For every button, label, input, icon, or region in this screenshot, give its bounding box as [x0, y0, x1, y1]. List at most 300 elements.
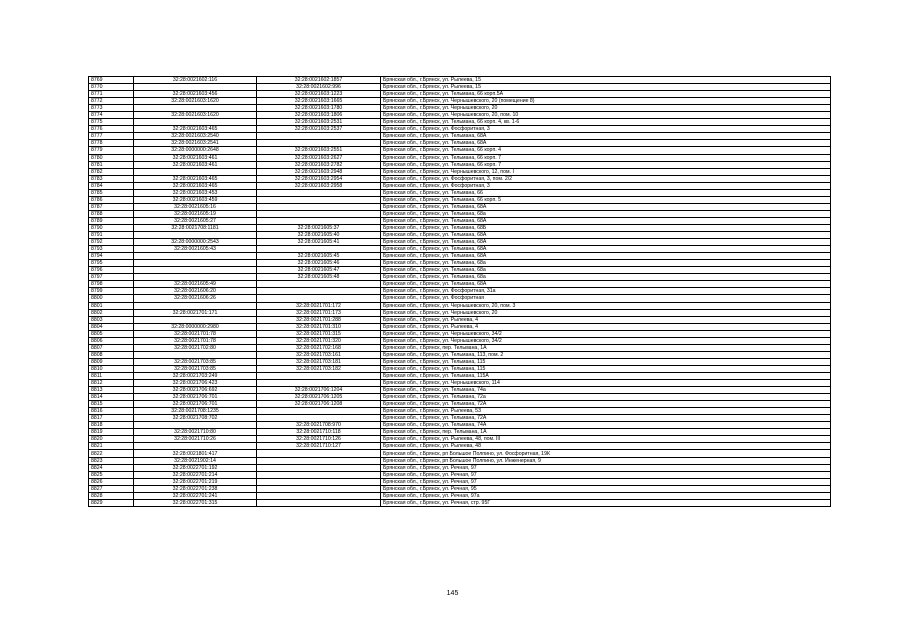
address-cell: Брянская обл., г.Брянск, ул. Тельмана, 66 корп. 4, кв. 1-6 — [381, 119, 831, 126]
row-number-cell: 8770 — [89, 84, 134, 91]
address-cell: Брянская обл., г.Брянск, ул. Тельмана, 66 корп. 7 — [381, 154, 831, 161]
parcel-cadastral-cell — [134, 351, 257, 358]
address-cell: Брянская обл., г.Брянск, ул. Чернышевского, 12, пом. I — [381, 168, 831, 175]
object-cadastral-cell: 32:28:0021603:1665 — [257, 98, 381, 105]
parcel-cadastral-cell: 32:28:0022701:315 — [134, 499, 257, 506]
object-cadastral-cell: 32:28:0021605:41 — [257, 239, 381, 246]
parcel-cadastral-cell — [134, 267, 257, 274]
row-number-cell: 8814 — [89, 394, 134, 401]
parcel-cadastral-cell: 32:28:0021603:461 — [134, 154, 257, 161]
object-cadastral-cell — [257, 457, 381, 464]
object-cadastral-cell — [257, 246, 381, 253]
row-number-cell: 8773 — [89, 105, 134, 112]
address-cell: Брянская обл., г.Брянск, ул. Чернышевского, 20 (помещение 8) — [381, 98, 831, 105]
parcel-cadastral-cell: 32:28:0021703:249 — [134, 372, 257, 379]
address-cell: Брянская обл., г.Брянск, ул. Речная, 97 — [381, 464, 831, 471]
address-cell: Брянская обл., г.Брянск, ул. Тельмана, 113, пом. 2 — [381, 351, 831, 358]
row-number-cell: 8813 — [89, 387, 134, 394]
address-cell: Брянская обл., г.Брянск, ул. Рылеева, 4 — [381, 323, 831, 330]
row-number-cell: 8803 — [89, 316, 134, 323]
address-cell: Брянская обл., г.Брянск, ул. Тельмана, 66 корп.5А — [381, 91, 831, 98]
table-row — [89, 492, 831, 499]
parcel-cadastral-cell: 32:28:0021702:80 — [134, 344, 257, 351]
table-row — [89, 288, 831, 295]
object-cadastral-cell: 32:28:0021603:2551 — [257, 147, 381, 154]
object-cadastral-cell — [257, 464, 381, 471]
row-number-cell: 8822 — [89, 450, 134, 457]
object-cadastral-cell: 32:28:0021701:320 — [257, 337, 381, 344]
object-cadastral-cell: 32:28:0021603:2537 — [257, 126, 381, 133]
table-row — [89, 281, 831, 288]
parcel-cadastral-cell: 32:28:0021701:78 — [134, 330, 257, 337]
object-cadastral-cell — [257, 372, 381, 379]
table-row — [89, 302, 831, 309]
table-row — [89, 499, 831, 506]
object-cadastral-cell: 32:28:0021605:48 — [257, 274, 381, 281]
parcel-cadastral-cell — [134, 260, 257, 267]
address-cell: Брянская обл., г.Брянск, ул. Рылеева, 53 — [381, 408, 831, 415]
row-number-cell: 8780 — [89, 154, 134, 161]
table-row — [89, 260, 831, 267]
table-row — [89, 246, 831, 253]
row-number-cell: 8823 — [89, 457, 134, 464]
table-row — [89, 380, 831, 387]
object-cadastral-cell: 32:28:0021605:45 — [257, 253, 381, 260]
parcel-cadastral-cell — [134, 274, 257, 281]
row-number-cell: 8792 — [89, 239, 134, 246]
parcel-cadastral-cell: 32:28:0022701:238 — [134, 485, 257, 492]
parcel-cadastral-cell — [134, 422, 257, 429]
object-cadastral-cell: 32:28:0021702:168 — [257, 344, 381, 351]
row-number-cell: 8775 — [89, 119, 134, 126]
parcel-cadastral-cell: 32:28:0021603:1620 — [134, 98, 257, 105]
table-row — [89, 77, 831, 84]
address-cell: Брянская обл., г.Брянск, ул. Чернышевского, 34/2 — [381, 330, 831, 337]
address-cell: Брянская обл., г.Брянск, ул. Тельмана, 68А — [381, 140, 831, 147]
parcel-cadastral-cell: 32:28:0021708:1181 — [134, 224, 257, 231]
row-number-cell: 8810 — [89, 365, 134, 372]
parcel-cadastral-cell: 32:28:0021706:701 — [134, 394, 257, 401]
row-number-cell: 8786 — [89, 196, 134, 203]
parcel-cadastral-cell: 32:28:0021710:80 — [134, 429, 257, 436]
object-cadastral-cell: 32:28:0021708:970 — [257, 422, 381, 429]
parcel-cadastral-cell: 32:28:0021801:417 — [134, 450, 257, 457]
object-cadastral-cell — [257, 485, 381, 492]
parcel-cadastral-cell: 32:28:0021603:2541 — [134, 140, 257, 147]
object-cadastral-cell: 32:28:0021701:173 — [257, 309, 381, 316]
object-cadastral-cell: 32:28:0021701:310 — [257, 323, 381, 330]
address-cell: Брянская обл., г.Брянск, ул. Тельмана, 115 — [381, 358, 831, 365]
table-row — [89, 189, 831, 196]
row-number-cell: 8801 — [89, 302, 134, 309]
parcel-cadastral-cell: 32:28:0021606:20 — [134, 288, 257, 295]
address-cell: Брянская обл., г.Брянск, ул. Рылеева, 15 — [381, 84, 831, 91]
object-cadastral-cell: 32:28:0021603:2954 — [257, 175, 381, 182]
parcel-cadastral-cell — [134, 119, 257, 126]
address-cell: Брянская обл., г.Брянск, ул. Чернышевского, 34/2 — [381, 337, 831, 344]
address-cell: Брянская обл., г.Брянск, ул. Рылеева, 48 — [381, 443, 831, 450]
table-row — [89, 415, 831, 422]
row-number-cell: 8797 — [89, 274, 134, 281]
address-cell: Брянская обл., г.Брянск, ул. Тельмана, 72а — [381, 394, 831, 401]
address-cell: Брянская обл., г.Брянск, ул. Речная, 97 — [381, 471, 831, 478]
address-cell: Брянская обл., г.Брянск, ул. Фосфоритная, 3 — [381, 126, 831, 133]
row-number-cell: 8808 — [89, 351, 134, 358]
address-cell: Брянская обл., г.Брянск, ул. Тельмана, 68а — [381, 274, 831, 281]
table-row — [89, 443, 831, 450]
address-cell: Брянская обл., г.Брянск, ул. Тельмана, 74а — [381, 387, 831, 394]
row-number-cell: 8783 — [89, 175, 134, 182]
table-row — [89, 154, 831, 161]
table-row — [89, 98, 831, 105]
parcel-cadastral-cell — [134, 105, 257, 112]
address-cell: Брянская обл., г.Брянск, ул. Рылеева, 48, пом. III — [381, 436, 831, 443]
parcel-cadastral-cell — [134, 84, 257, 91]
parcel-cadastral-cell: 32:28:0021902:14 — [134, 457, 257, 464]
address-cell: Брянская обл., г.Брянск, ул. Чернышевского, 20, пом. 3 — [381, 302, 831, 309]
row-number-cell: 8805 — [89, 330, 134, 337]
address-cell: Брянская обл., г.Брянск, ул. Тельмана, 115 — [381, 365, 831, 372]
table-row — [89, 337, 831, 344]
address-cell: Брянская обл., г.Брянск, ул. Тельмана, 68А — [381, 133, 831, 140]
table-row — [89, 105, 831, 112]
parcel-cadastral-cell: 32:28:0021603:465 — [134, 126, 257, 133]
object-cadastral-cell: 32:28:0021703:182 — [257, 365, 381, 372]
row-number-cell: 8782 — [89, 168, 134, 175]
parcel-cadastral-cell: 32:28:0021605:43 — [134, 246, 257, 253]
table-row — [89, 401, 831, 408]
row-number-cell: 8820 — [89, 436, 134, 443]
row-number-cell: 8790 — [89, 224, 134, 231]
object-cadastral-cell — [257, 203, 381, 210]
address-cell: Брянская обл., г.Брянск, ул. Тельмана, 66 — [381, 189, 831, 196]
parcel-cadastral-cell: 32:28:0021703:85 — [134, 365, 257, 372]
object-cadastral-cell: 32:28:0021703:181 — [257, 358, 381, 365]
address-cell: Брянская обл., г.Брянск, ул. Фосфоритная, 3 — [381, 182, 831, 189]
parcel-cadastral-cell: 32:28:0000000:2980 — [134, 323, 257, 330]
parcel-cadastral-cell — [134, 232, 257, 239]
address-cell: Брянская обл., г.Брянск, ул. Тельмана, 72А — [381, 415, 831, 422]
address-cell: Брянская обл., г.Брянск, пер. Тельмана, 1А — [381, 429, 831, 436]
row-number-cell: 8825 — [89, 471, 134, 478]
parcel-cadastral-cell: 32:28:0022701:214 — [134, 471, 257, 478]
registry-table-body — [89, 77, 831, 507]
page-number: 145 — [446, 590, 459, 597]
table-row — [89, 168, 831, 175]
address-cell: Брянская обл., г.Брянск, ул. Тельмана, 68А — [381, 203, 831, 210]
parcel-cadastral-cell — [134, 253, 257, 260]
object-cadastral-cell — [257, 478, 381, 485]
object-cadastral-cell: 32:28:0021603:2627 — [257, 154, 381, 161]
row-number-cell: 8812 — [89, 380, 134, 387]
row-number-cell: 8809 — [89, 358, 134, 365]
row-number-cell: 8807 — [89, 344, 134, 351]
parcel-cadastral-cell: 32:28:0021605:16 — [134, 203, 257, 210]
object-cadastral-cell — [257, 133, 381, 140]
parcel-cadastral-cell — [134, 302, 257, 309]
row-number-cell: 8781 — [89, 161, 134, 168]
table-row — [89, 91, 831, 98]
object-cadastral-cell: 32:28:0021603:1780 — [257, 105, 381, 112]
object-cadastral-cell — [257, 450, 381, 457]
object-cadastral-cell — [257, 499, 381, 506]
table-row — [89, 422, 831, 429]
table-row — [89, 267, 831, 274]
address-cell: Брянская обл., г.Брянск, ул. Чернышевского, 20, пом. 10 — [381, 112, 831, 119]
row-number-cell: 8826 — [89, 478, 134, 485]
table-row — [89, 175, 831, 182]
object-cadastral-cell — [257, 189, 381, 196]
address-cell: Брянская обл., г.Брянск, рп Большое Полпино, ул. Инженерная, 9 — [381, 457, 831, 464]
parcel-cadastral-cell: 32:28:0022701:219 — [134, 478, 257, 485]
parcel-cadastral-cell: 32:28:0021605:27 — [134, 217, 257, 224]
row-number-cell: 8778 — [89, 140, 134, 147]
object-cadastral-cell — [257, 217, 381, 224]
parcel-cadastral-cell: 32:28:0021701:171 — [134, 309, 257, 316]
parcel-cadastral-cell: 32:28:0021603:465 — [134, 175, 257, 182]
table-row — [89, 394, 831, 401]
row-number-cell: 8787 — [89, 203, 134, 210]
table-row — [89, 140, 831, 147]
table-row — [89, 408, 831, 415]
row-number-cell: 8819 — [89, 429, 134, 436]
address-cell: Брянская обл., г.Брянск, ул. Речная, 97 — [381, 478, 831, 485]
row-number-cell: 8779 — [89, 147, 134, 154]
parcel-cadastral-cell: 32:28:0021605:19 — [134, 210, 257, 217]
row-number-cell: 8799 — [89, 288, 134, 295]
table-row — [89, 464, 831, 471]
object-cadastral-cell: 32:28:0021603:1806 — [257, 112, 381, 119]
address-cell: Брянская обл., г.Брянск, ул. Тельмана, 68а — [381, 210, 831, 217]
row-number-cell: 8771 — [89, 91, 134, 98]
table-row — [89, 232, 831, 239]
parcel-cadastral-cell: 32:28:0000000:2648 — [134, 147, 257, 154]
table-row — [89, 365, 831, 372]
object-cadastral-cell — [257, 281, 381, 288]
table-row — [89, 478, 831, 485]
address-cell: Брянская обл., г.Брянск, ул. Фосфоритная, 31а — [381, 288, 831, 295]
row-number-cell: 8788 — [89, 210, 134, 217]
row-number-cell: 8828 — [89, 492, 134, 499]
address-cell: Брянская обл., г.Брянск, ул. Тельмана, 66 корп. 5 — [381, 196, 831, 203]
table-row — [89, 295, 831, 302]
object-cadastral-cell — [257, 210, 381, 217]
address-cell: Брянская обл., г.Брянск, ул. Тельмана, 68А — [381, 253, 831, 260]
table-row — [89, 126, 831, 133]
parcel-cadastral-cell: 32:28:0021603:459 — [134, 196, 257, 203]
row-number-cell: 8806 — [89, 337, 134, 344]
parcel-cadastral-cell: 32:28:0021708:702 — [134, 415, 257, 422]
table-row — [89, 203, 831, 210]
table-row — [89, 147, 831, 154]
table-row — [89, 84, 831, 91]
row-number-cell: 8796 — [89, 267, 134, 274]
address-cell: Брянская обл., г.Брянск, ул. Тельмана, 72А — [381, 401, 831, 408]
parcel-cadastral-cell — [134, 316, 257, 323]
row-number-cell: 8795 — [89, 260, 134, 267]
table-row — [89, 450, 831, 457]
parcel-cadastral-cell: 32:28:0021701:78 — [134, 337, 257, 344]
address-cell: Брянская обл., г.Брянск, ул. Тельмана, 68А — [381, 217, 831, 224]
parcel-cadastral-cell: 32:28:0021603:465 — [134, 182, 257, 189]
object-cadastral-cell: 32:28:0021602:996 — [257, 84, 381, 91]
parcel-cadastral-cell: 32:28:0000000:2543 — [134, 239, 257, 246]
object-cadastral-cell — [257, 408, 381, 415]
table-row — [89, 112, 831, 119]
address-cell: Брянская обл., г.Брянск, ул. Речная, стр. 95Г — [381, 499, 831, 506]
row-number-cell: 8776 — [89, 126, 134, 133]
object-cadastral-cell: 32:28:0021710:127 — [257, 443, 381, 450]
address-cell: Брянская обл., г.Брянск, ул. Тельмана, 68а — [381, 260, 831, 267]
address-cell: Брянская обл., г.Брянск, ул. Речная, 95 — [381, 485, 831, 492]
parcel-cadastral-cell: 32:28:0021602:116 — [134, 77, 257, 84]
address-cell: Брянская обл., г.Брянск, ул. Тельмана, 68А — [381, 239, 831, 246]
object-cadastral-cell: 32:28:0021603:2948 — [257, 168, 381, 175]
table-row — [89, 387, 831, 394]
table-row — [89, 253, 831, 260]
object-cadastral-cell: 32:28:0021605:40 — [257, 232, 381, 239]
object-cadastral-cell — [257, 415, 381, 422]
object-cadastral-cell: 32:28:0021706:1204 — [257, 387, 381, 394]
parcel-cadastral-cell: 32:28:0022701:192 — [134, 464, 257, 471]
address-cell: Брянская обл., г.Брянск, ул. Речная, 97а — [381, 492, 831, 499]
address-cell: Брянская обл., г.Брянск, ул. Чернышевского, 114 — [381, 380, 831, 387]
row-number-cell: 8789 — [89, 217, 134, 224]
object-cadastral-cell: 32:28:0021603:2782 — [257, 161, 381, 168]
table-row — [89, 330, 831, 337]
parcel-cadastral-cell: 32:28:0021603:453 — [134, 189, 257, 196]
address-cell: Брянская обл., г.Брянск, ул. Чернышевского, 20 — [381, 105, 831, 112]
row-number-cell: 8769 — [89, 77, 134, 84]
table-row — [89, 351, 831, 358]
row-number-cell: 8791 — [89, 232, 134, 239]
object-cadastral-cell: 32:28:0021701:288 — [257, 316, 381, 323]
address-cell: Брянская обл., г.Брянск, пер. Тельмана, 1А — [381, 344, 831, 351]
parcel-cadastral-cell: 32:28:0021603:461 — [134, 161, 257, 168]
object-cadastral-cell — [257, 140, 381, 147]
table-row — [89, 161, 831, 168]
table-row — [89, 323, 831, 330]
address-cell: Брянская обл., г.Брянск, ул. Тельмана, 115А — [381, 372, 831, 379]
object-cadastral-cell: 32:28:0021710:118 — [257, 429, 381, 436]
object-cadastral-cell — [257, 471, 381, 478]
row-number-cell: 8811 — [89, 372, 134, 379]
row-number-cell: 8772 — [89, 98, 134, 105]
object-cadastral-cell: 32:28:0021603:1223 — [257, 91, 381, 98]
address-cell: Брянская обл., г.Брянск, ул. Чернышевского, 20 — [381, 309, 831, 316]
row-number-cell: 8821 — [89, 443, 134, 450]
parcel-cadastral-cell: 32:28:0022701:241 — [134, 492, 257, 499]
row-number-cell: 8777 — [89, 133, 134, 140]
table-row — [89, 429, 831, 436]
object-cadastral-cell: 32:28:0021605:47 — [257, 267, 381, 274]
table-row — [89, 372, 831, 379]
table-row — [89, 471, 831, 478]
row-number-cell: 8829 — [89, 499, 134, 506]
parcel-cadastral-cell: 32:28:0021710:26 — [134, 436, 257, 443]
parcel-cadastral-cell: 32:28:0021706:692 — [134, 387, 257, 394]
address-cell: Брянская обл., г.Брянск, ул. Фосфоритная, 3, пом. 2/2 — [381, 175, 831, 182]
parcel-cadastral-cell: 32:28:0021603:1620 — [134, 112, 257, 119]
object-cadastral-cell — [257, 380, 381, 387]
object-cadastral-cell: 32:28:0021603:2531 — [257, 119, 381, 126]
address-cell: Брянская обл., г.Брянск, ул. Тельмана, 66 корп. 4 — [381, 147, 831, 154]
address-cell: Брянская обл., г.Брянск, ул. Фосфоритная — [381, 295, 831, 302]
address-cell: Брянская обл., г.Брянск, ул. Тельмана, 74А — [381, 422, 831, 429]
row-number-cell: 8824 — [89, 464, 134, 471]
row-number-cell: 8793 — [89, 246, 134, 253]
address-cell: Брянская обл., г.Брянск, ул. Тельмана, 66 корп. 7 — [381, 161, 831, 168]
address-cell: Брянская обл., г.Брянск, ул. Тельмана, 68А — [381, 232, 831, 239]
row-number-cell: 8802 — [89, 309, 134, 316]
address-cell: Брянская обл., г.Брянск, ул. Тельмана, 68а — [381, 267, 831, 274]
row-number-cell: 8774 — [89, 112, 134, 119]
table-row — [89, 316, 831, 323]
row-number-cell: 8794 — [89, 253, 134, 260]
row-number-cell: 8804 — [89, 323, 134, 330]
object-cadastral-cell: 32:28:0021701:315 — [257, 330, 381, 337]
object-cadastral-cell: 32:28:0021602:1857 — [257, 77, 381, 84]
parcel-cadastral-cell: 32:28:0021708:1235 — [134, 408, 257, 415]
address-cell: Брянская обл., г.Брянск, ул. Рылеева, 4 — [381, 316, 831, 323]
object-cadastral-cell: 32:28:0021603:2958 — [257, 182, 381, 189]
parcel-cadastral-cell: 32:28:0021706:423 — [134, 380, 257, 387]
object-cadastral-cell: 32:28:0021706:1205 — [257, 394, 381, 401]
row-number-cell: 8785 — [89, 189, 134, 196]
registry-table — [88, 76, 831, 507]
object-cadastral-cell: 32:28:0021605:46 — [257, 260, 381, 267]
row-number-cell: 8815 — [89, 401, 134, 408]
address-cell: Брянская обл., г.Брянск, ул. Рылеева, 15 — [381, 77, 831, 84]
table-row — [89, 485, 831, 492]
object-cadastral-cell: 32:28:0021706:1208 — [257, 401, 381, 408]
row-number-cell: 8798 — [89, 281, 134, 288]
parcel-cadastral-cell — [134, 443, 257, 450]
parcel-cadastral-cell: 32:28:0021703:85 — [134, 358, 257, 365]
table-row — [89, 224, 831, 231]
object-cadastral-cell — [257, 492, 381, 499]
address-cell: Брянская обл., г.Брянск, ул. Тельмана, 68А — [381, 281, 831, 288]
address-cell: Брянская обл., г.Брянск, ул. Тельмана, 68Б — [381, 224, 831, 231]
row-number-cell: 8800 — [89, 295, 134, 302]
row-number-cell: 8818 — [89, 422, 134, 429]
table-row — [89, 210, 831, 217]
row-number-cell: 8817 — [89, 415, 134, 422]
parcel-cadastral-cell: 32:28:0021706:701 — [134, 401, 257, 408]
table-row — [89, 309, 831, 316]
parcel-cadastral-cell: 32:28:0021603:2540 — [134, 133, 257, 140]
table-row — [89, 358, 831, 365]
table-row — [89, 274, 831, 281]
parcel-cadastral-cell — [134, 168, 257, 175]
parcel-cadastral-cell: 32:28:0021603:456 — [134, 91, 257, 98]
object-cadastral-cell — [257, 196, 381, 203]
table-row — [89, 196, 831, 203]
parcel-cadastral-cell: 32:28:0021606:26 — [134, 295, 257, 302]
object-cadastral-cell: 32:28:0021701:172 — [257, 302, 381, 309]
table-row — [89, 457, 831, 464]
object-cadastral-cell: 32:28:0021703:161 — [257, 351, 381, 358]
parcel-cadastral-cell: 32:28:0021605:49 — [134, 281, 257, 288]
row-number-cell: 8827 — [89, 485, 134, 492]
table-row — [89, 436, 831, 443]
table-row — [89, 133, 831, 140]
table-row — [89, 344, 831, 351]
object-cadastral-cell: 32:28:0021605:37 — [257, 224, 381, 231]
object-cadastral-cell — [257, 295, 381, 302]
table-row — [89, 119, 831, 126]
table-row — [89, 239, 831, 246]
